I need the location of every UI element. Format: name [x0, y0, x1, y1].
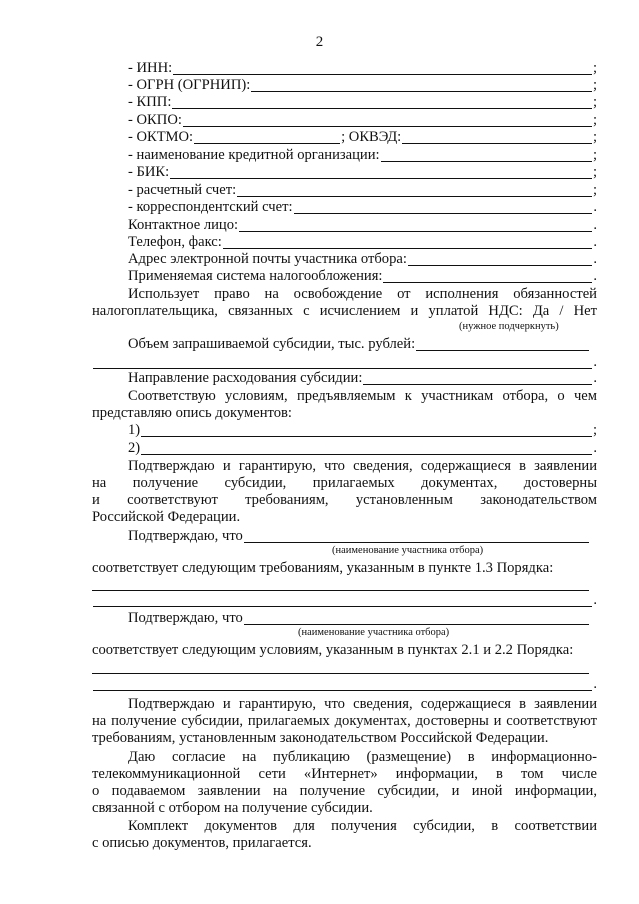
- guarantee1-line-4: Российской Федерации.: [92, 509, 241, 525]
- email-field[interactable]: [408, 253, 592, 266]
- inn-end: ;: [592, 60, 597, 76]
- subsidy-amount-cont-field[interactable]: [93, 356, 592, 369]
- okpo-field[interactable]: [183, 114, 592, 127]
- doc-list-num: 1): [128, 422, 141, 438]
- subsidy-amount-end: .: [593, 354, 597, 370]
- page-number: 2: [315, 34, 324, 50]
- ogrn-end: ;: [592, 77, 597, 93]
- confirm2-name-field[interactable]: [244, 612, 589, 625]
- confirm1-row: [92, 528, 597, 545]
- conditions-line-1: Соответствую условиям, предъявляемым к участникам отбора, о чем: [128, 388, 597, 404]
- spending-direction-field[interactable]: [363, 372, 592, 385]
- guarantee2-line-3: требованиям, установленным законодательством Российской Федерации.: [92, 730, 549, 746]
- spending-direction-row: [92, 370, 597, 387]
- bank-label: - наименование кредитной организации:: [128, 147, 380, 163]
- bank-field[interactable]: [381, 149, 592, 162]
- subsidy-amount-label: Объем запрашиваемой субсидии, тыс. рублей:: [128, 336, 416, 352]
- consent-line-1: Даю согласие на публикацию (размещение) в информационно-: [128, 749, 597, 765]
- kpp-label: - КПП:: [128, 94, 172, 110]
- email-end: .: [593, 251, 597, 267]
- account-row: [92, 182, 597, 199]
- phone-field[interactable]: [223, 236, 593, 249]
- contact-end: .: [593, 217, 597, 233]
- confirm1-blank-line-1[interactable]: [92, 590, 589, 591]
- vat-note: (нужное подчеркнуть): [459, 321, 559, 332]
- confirm2-text: соответствует следующим условиям, указанным в пунктах 2.1 и 2.2 Порядка:: [92, 642, 574, 658]
- guarantee2-line-1: Подтверждаю и гарантирую, что сведения, содержащиеся в заявлении: [128, 696, 597, 712]
- bik-field[interactable]: [170, 166, 592, 179]
- conditions-line-2: представляю опись документов:: [92, 405, 292, 421]
- inn-label: - ИНН:: [128, 60, 173, 76]
- phone-end: .: [593, 234, 597, 250]
- ogrn-field[interactable]: [251, 79, 592, 92]
- kpp-row: [92, 94, 597, 111]
- okved-field[interactable]: [402, 131, 592, 144]
- vat-text-line-1: Использует право на освобождение от исполнения обязанностей: [128, 286, 597, 302]
- tax-system-label: Применяемая система налогообложения:: [128, 268, 383, 284]
- account-end: ;: [592, 182, 597, 198]
- doc-list-end: .: [593, 440, 597, 456]
- tax-system-end: .: [593, 268, 597, 284]
- oktmo-field[interactable]: [194, 131, 340, 144]
- oktmo-label: - ОКТМО:: [128, 129, 194, 145]
- corr-account-label: - корреспондентский счет:: [128, 199, 293, 215]
- spending-direction-end: .: [593, 370, 597, 386]
- doc-list-item: [92, 422, 597, 439]
- phone-label: Телефон, факс:: [128, 234, 222, 250]
- okved-end: ;: [592, 129, 597, 145]
- vat-text-line-2: налогоплательщика, связанных с исчислением и уплатой НДС: Да / Нет: [92, 303, 597, 319]
- subsidy-amount-cont-row: [92, 354, 597, 371]
- bank-row: [92, 147, 597, 164]
- spending-direction-label: Направление расходования субсидии:: [128, 370, 363, 386]
- confirm2-end: .: [593, 676, 597, 692]
- confirm2-note: (наименование участника отбора): [298, 627, 450, 638]
- doc-list-field-1[interactable]: [141, 424, 592, 437]
- subsidy-amount-field[interactable]: [416, 338, 589, 351]
- guarantee2-line-2: на получение субсидии, прилагаемых документах, достоверны и соответствуют: [92, 713, 597, 729]
- okpo-end: ;: [592, 112, 597, 128]
- contact-row: [92, 217, 597, 234]
- confirm1-blank-row: [92, 592, 597, 609]
- ogrn-label: - ОГРН (ОГРНИП):: [128, 77, 251, 93]
- doc-list-field-2[interactable]: [141, 442, 592, 455]
- attachment-line-2: с описью документов, прилагается.: [92, 835, 312, 851]
- confirm2-blank-line-1[interactable]: [92, 673, 589, 674]
- guarantee1-line-1: Подтверждаю и гарантирую, что сведения, содержащиеся в заявлении: [128, 458, 597, 474]
- bik-label: - БИК:: [128, 164, 170, 180]
- okpo-label: - ОКПО:: [128, 112, 182, 128]
- guarantee1-line-3: и соответствуют требованиям, установленным законодательством: [92, 492, 597, 508]
- kpp-end: ;: [592, 94, 597, 110]
- confirm2-label: Подтверждаю, что: [128, 610, 243, 626]
- tax-system-row: [92, 268, 597, 285]
- confirm1-note: (наименование участника отбора): [332, 545, 484, 556]
- confirm2-blank-row: [92, 676, 597, 693]
- consent-line-3: о подаваемом заявлении на получение субсидии, и иной информации,: [92, 783, 597, 799]
- contact-field[interactable]: [239, 219, 592, 232]
- confirm1-label: Подтверждаю, что: [128, 528, 243, 544]
- corr-account-field[interactable]: [294, 201, 593, 214]
- account-label: - расчетный счет:: [128, 182, 237, 198]
- ogrn-row: [92, 77, 597, 94]
- inn-field[interactable]: [173, 62, 592, 75]
- guarantee1-line-2: на получение субсидии, прилагаемых документах, достоверны: [92, 475, 597, 491]
- bik-end: ;: [592, 164, 597, 180]
- doc-list-item: [92, 440, 597, 457]
- bank-end: ;: [592, 147, 597, 163]
- confirm1-end: .: [593, 592, 597, 608]
- bik-row: [92, 164, 597, 181]
- oktmo-row: [92, 129, 597, 146]
- contact-label: Контактное лицо:: [128, 217, 239, 233]
- inn-row: [92, 60, 597, 77]
- subsidy-amount-row: [92, 336, 597, 353]
- email-label: Адрес электронной почты участника отбора:: [128, 251, 407, 267]
- corr-account-row: [92, 199, 597, 216]
- email-row: [92, 251, 597, 268]
- confirm1-name-field[interactable]: [244, 530, 589, 543]
- okpo-row: [92, 112, 597, 129]
- doc-list-num: 2): [128, 440, 141, 456]
- attachment-line-1: Комплект документов для получения субсидии, в соответствии: [128, 818, 597, 834]
- doc-list-end: ;: [592, 422, 597, 438]
- tax-system-field[interactable]: [383, 270, 592, 283]
- okved-label: ; ОКВЭД:: [341, 129, 402, 145]
- consent-line-4: связанной с отбором на получение субсидии.: [92, 800, 373, 816]
- account-field[interactable]: [237, 184, 592, 197]
- kpp-field[interactable]: [172, 96, 592, 109]
- confirm2-blank-line-2[interactable]: [93, 678, 592, 691]
- confirm2-row: [92, 610, 597, 627]
- consent-line-2: телекоммуникационной сети «Интернет» информации, в том числе: [92, 766, 597, 782]
- confirm1-text: соответствует следующим требованиям, указанным в пункте 1.3 Порядка:: [92, 560, 554, 576]
- corr-account-end: .: [593, 199, 597, 215]
- phone-row: [92, 234, 597, 251]
- confirm1-blank-line-2[interactable]: [93, 594, 592, 607]
